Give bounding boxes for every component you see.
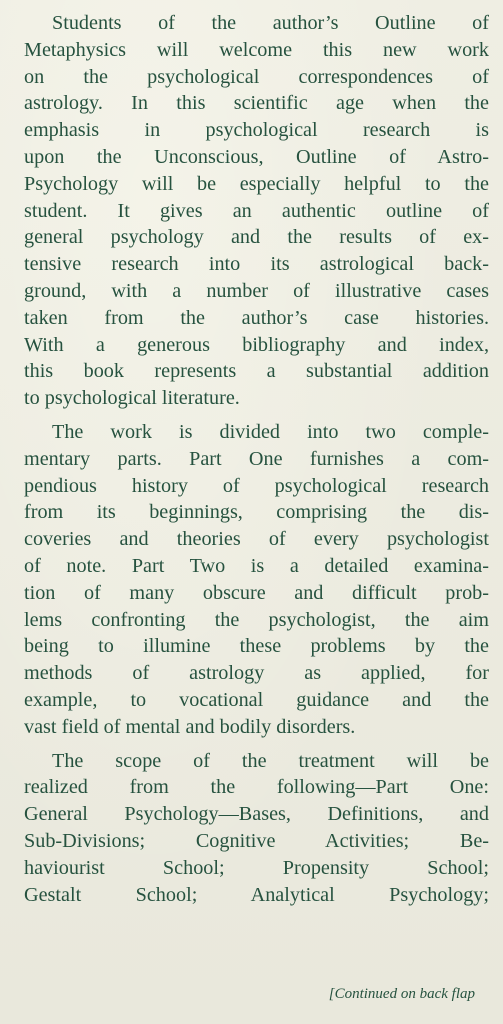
paragraph-2: [24, 419, 489, 741]
text-line: methods of astrology as applied, for: [24, 662, 489, 685]
text-line: on the psychological correspondences of: [24, 65, 489, 88]
text-line: coveries and theories of every psychologist: [24, 528, 489, 551]
text-line: Gestalt School; Analytical Psychology;: [24, 883, 489, 906]
text-line: general psychology and the results of ex-: [24, 226, 489, 249]
text-line: realized from the following—Part One:: [24, 776, 489, 799]
text-line: of note. Part Two is a detailed examina-: [24, 554, 489, 577]
text-line: tion of many obscure and difficult prob-: [24, 581, 489, 604]
text-line: General Psychology—Bases, Definitions, and: [24, 803, 489, 826]
text-line: this book represents a substantial addition: [24, 360, 489, 383]
text-line: The scope of the treatment will be: [52, 749, 489, 772]
text-line: to psychological literature.: [24, 387, 240, 410]
text-line: Students of the author’s Outline of: [52, 12, 489, 34]
text-line: student. It gives an authentic outline of: [24, 199, 489, 222]
text-line: With a generous bibliography and index,: [24, 333, 489, 356]
text-line: lems confronting the psychologist, the aim: [24, 608, 489, 631]
text-line: Psychology will be especially helpful to the: [24, 172, 489, 195]
text-line: pendious history of psychological research: [24, 474, 489, 497]
text-line: haviourist School; Propensity School;: [24, 856, 489, 879]
text-line: astrology. In this scientific age when the: [24, 92, 489, 115]
text-line: The work is divided into two comple-: [52, 420, 489, 443]
text-line: example, to vocational guidance and the: [24, 688, 489, 711]
text-line: ground, with a number of illustrative cases: [24, 279, 489, 302]
text-line: upon the Unconscious, Outline of Astro-: [24, 145, 489, 168]
text-line: Metaphysics will welcome this new work: [24, 38, 489, 61]
text-line: from its beginnings, comprising the dis-: [24, 501, 489, 524]
text-line: tensive research into its astrological back-: [24, 253, 489, 276]
paragraph-1: [24, 10, 489, 412]
text-line: mentary parts. Part One furnishes a com-: [24, 447, 489, 470]
text-line: being to illumine these problems by the: [24, 635, 489, 658]
paragraph-3: [24, 748, 489, 909]
text-line: taken from the author’s case histories.: [24, 306, 489, 329]
text-line: emphasis in psychological research is: [24, 119, 489, 142]
continued-note: [Continued on back flap: [328, 986, 475, 1002]
flap-text: [24, 10, 489, 908]
text-line: vast field of mental and bodily disorders.: [24, 715, 356, 738]
text-line: Sub-Divisions; Cognitive Activities; Be-: [24, 829, 489, 852]
